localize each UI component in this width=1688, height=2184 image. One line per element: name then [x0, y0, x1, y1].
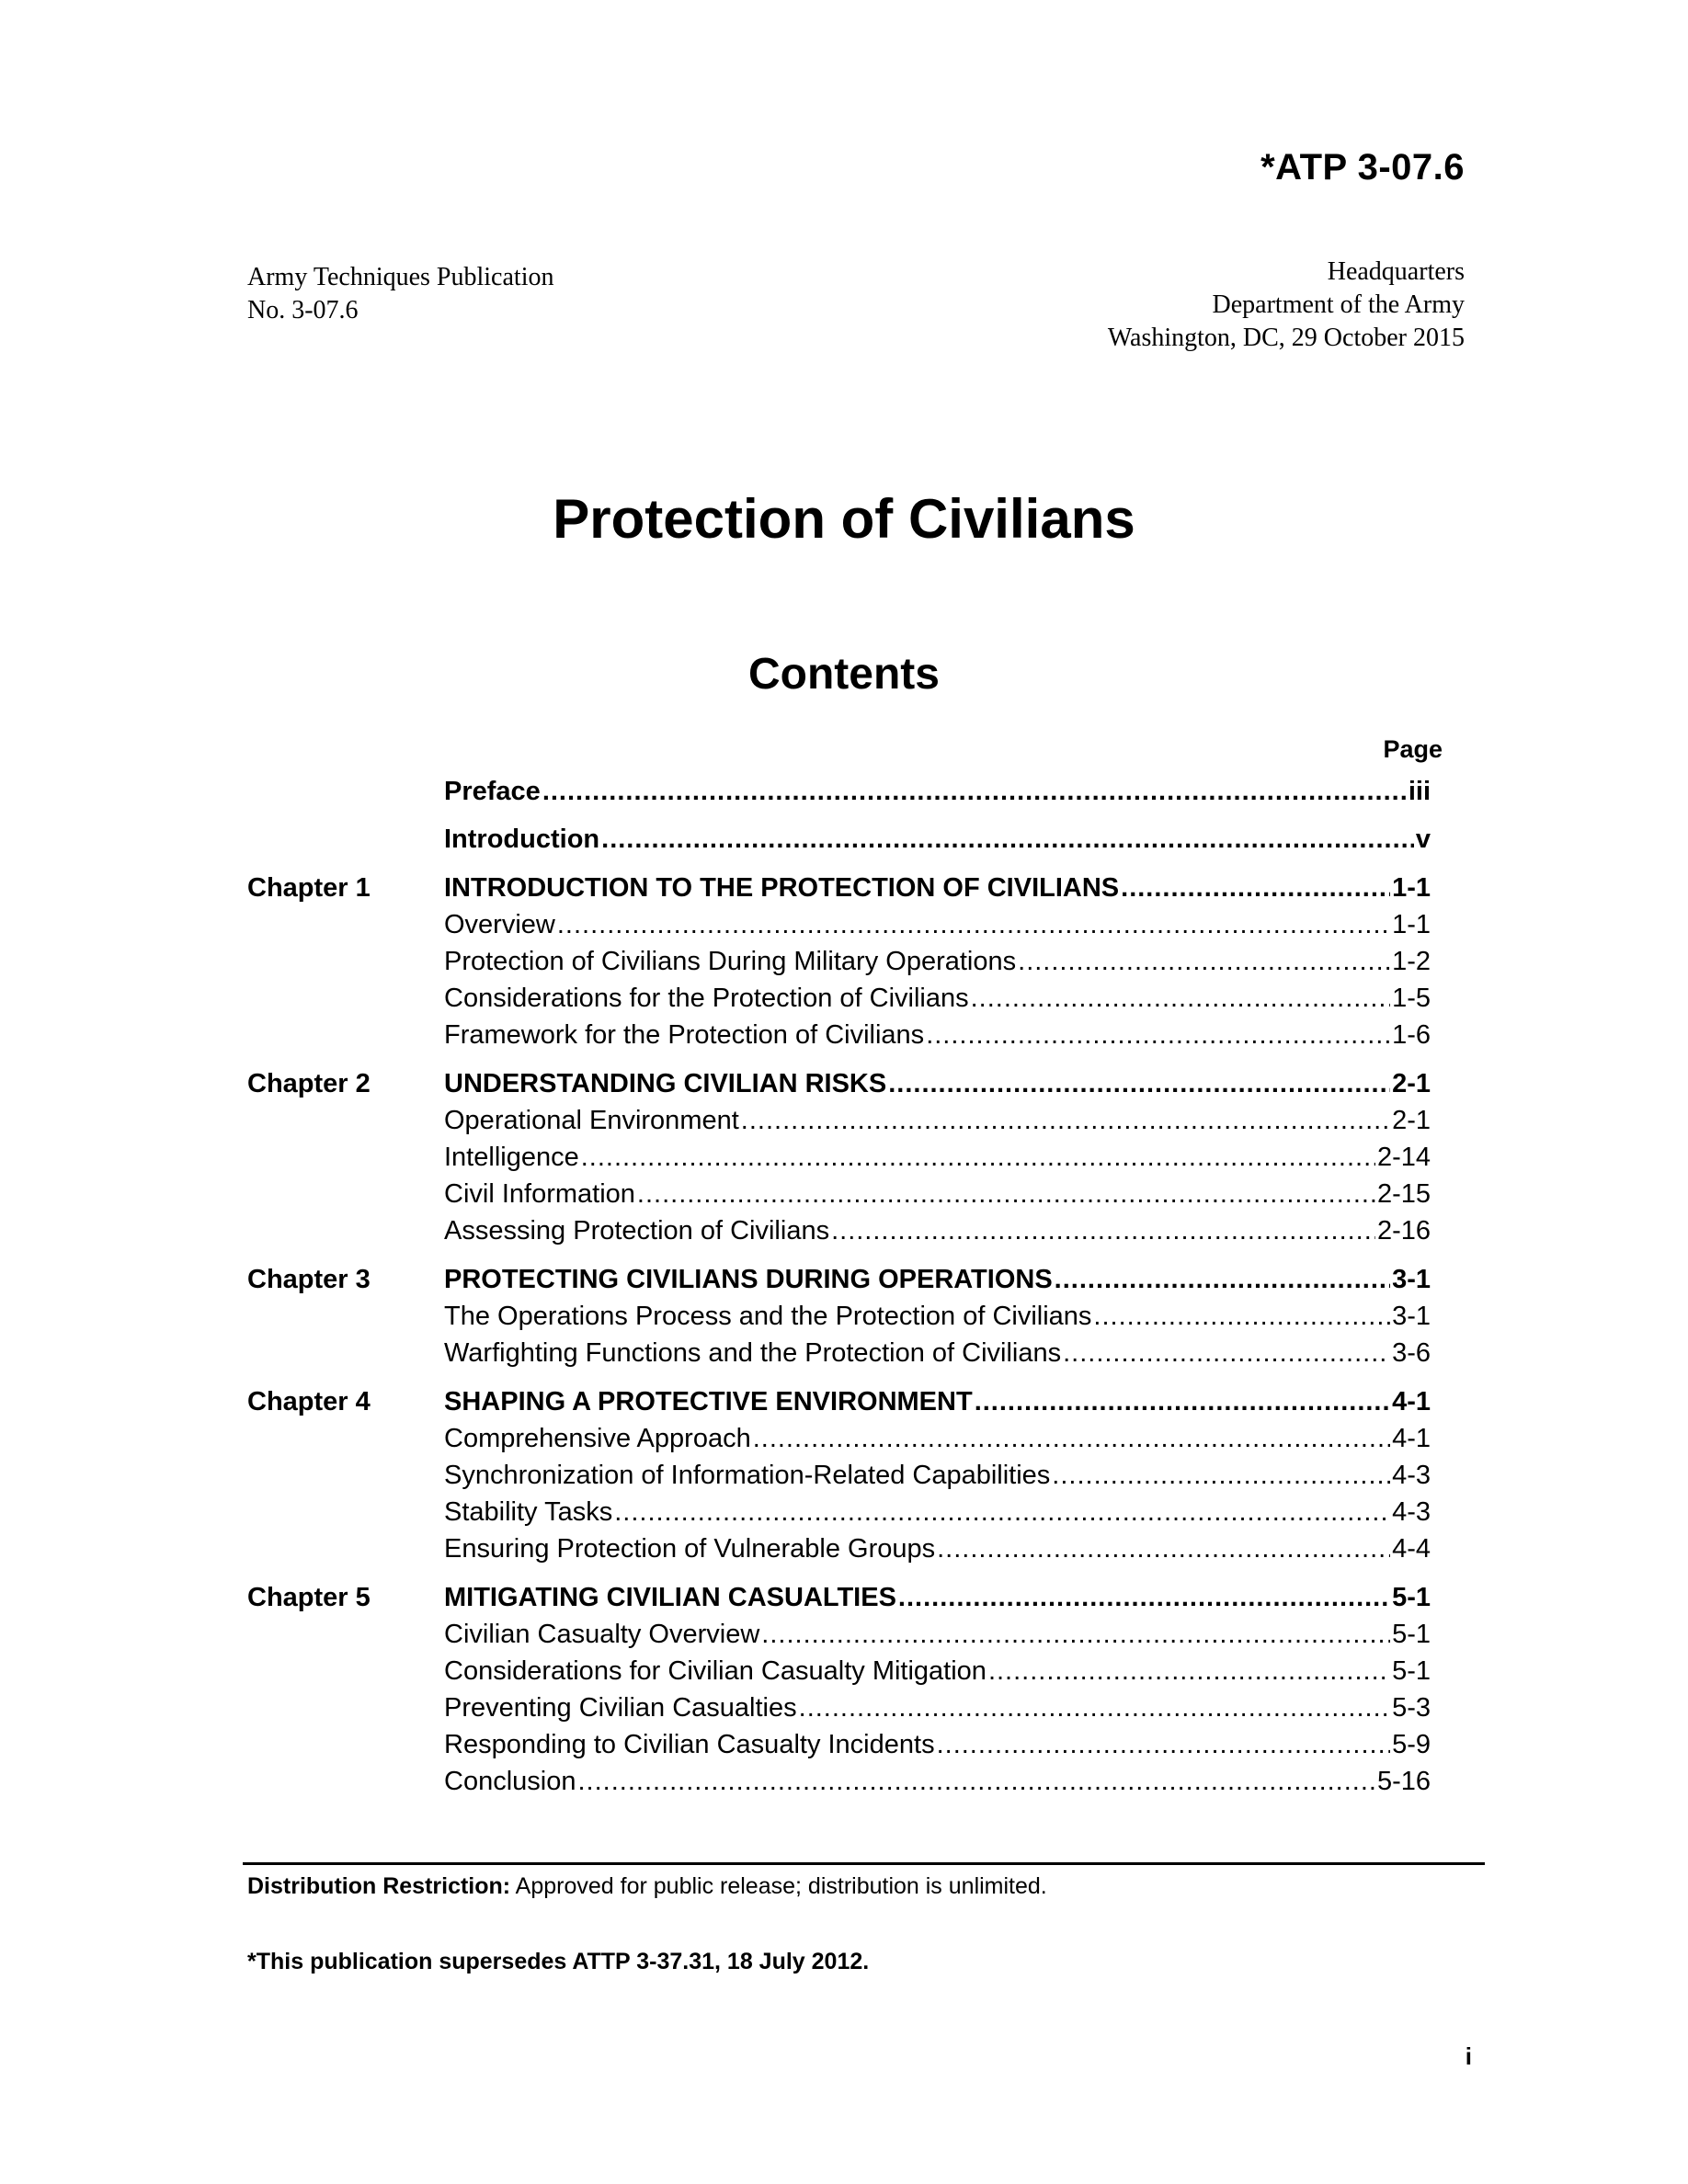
- toc-entry-title: Warfighting Functions and the Protection of Civilians: [444, 1338, 1062, 1368]
- toc-entry-page: iii: [1408, 777, 1431, 806]
- toc-entry-title: SHAPING A PROTECTIVE ENVIRONMENT: [444, 1387, 973, 1416]
- toc-entry-preface[interactable]: [444, 775, 1431, 808]
- toc-entry-title: Preventing Civilian Casualties: [444, 1693, 797, 1723]
- page-number: i: [1465, 2042, 1472, 2070]
- toc-entry-title: Ensuring Protection of Vulnerable Groups: [444, 1534, 936, 1564]
- toc-section[interactable]: [444, 1532, 1431, 1565]
- toc-section[interactable]: [444, 1018, 1431, 1052]
- toc-section[interactable]: [444, 1104, 1431, 1137]
- chapter-label: Chapter 1: [247, 873, 371, 903]
- toc-entry-page: v: [1415, 825, 1431, 854]
- toc-chapter-1[interactable]: [444, 871, 1431, 904]
- toc-entry-page: 1-1: [1392, 910, 1431, 939]
- toc-section[interactable]: [444, 908, 1431, 941]
- dot-leader: [988, 1655, 1390, 1688]
- toc-section[interactable]: [444, 1177, 1431, 1211]
- toc-section[interactable]: [444, 1337, 1431, 1370]
- toc-section[interactable]: [444, 945, 1431, 978]
- toc-entry-page: 5-1: [1392, 1583, 1431, 1612]
- toc-entry-title: Comprehensive Approach: [444, 1424, 751, 1453]
- dot-leader: [601, 823, 1414, 856]
- toc-entry-title: Civil Information: [444, 1179, 635, 1209]
- toc-entry-title: Responding to Civilian Casualty Incidents: [444, 1730, 935, 1759]
- dot-leader: [888, 1067, 1390, 1100]
- toc-entry-page: 3-1: [1392, 1265, 1431, 1294]
- toc-section[interactable]: [444, 1214, 1431, 1247]
- toc-entry-title: Synchronization of Information-Related Capabilities: [444, 1461, 1051, 1490]
- department-line: Department of the Army: [1212, 290, 1465, 319]
- toc-section[interactable]: [444, 1691, 1431, 1724]
- toc-chapter-3[interactable]: [444, 1263, 1431, 1296]
- toc-entry-page: 4-3: [1392, 1497, 1431, 1527]
- toc-entry-title: Protection of Civilians During Military Operations: [444, 947, 1017, 976]
- toc-entry-page: 1-1: [1392, 873, 1431, 903]
- toc-entry-title: Framework for the Protection of Civilians: [444, 1020, 925, 1050]
- toc-chapter-2[interactable]: [444, 1067, 1431, 1100]
- document-title: Protection of Civilians: [553, 488, 1135, 550]
- dot-leader: [937, 1532, 1390, 1565]
- toc-entry-page: 2-16: [1376, 1216, 1431, 1246]
- headquarters-line: Headquarters: [1327, 257, 1465, 286]
- issuing-authority: [1108, 256, 1465, 355]
- toc-entry-page: 5-3: [1392, 1693, 1431, 1723]
- dot-leader: [614, 1496, 1390, 1529]
- toc-entry-title: INTRODUCTION TO THE PROTECTION OF CIVILIANS: [444, 873, 1120, 903]
- toc-chapter-5[interactable]: [444, 1581, 1431, 1614]
- toc-entry-title: The Operations Process and the Protection of Civilians: [444, 1302, 1092, 1331]
- toc-section[interactable]: [444, 1459, 1431, 1492]
- toc-section[interactable]: [444, 1300, 1431, 1333]
- toc-entry-page: 2-14: [1376, 1143, 1431, 1172]
- chapter-label: Chapter 4: [247, 1387, 371, 1416]
- toc-entry-page: 4-3: [1392, 1461, 1431, 1490]
- dot-leader: [637, 1177, 1375, 1211]
- toc-entry-title: Operational Environment: [444, 1106, 739, 1135]
- distribution-label: Distribution Restriction:: [247, 1873, 511, 1899]
- chapter-label: Chapter 3: [247, 1265, 371, 1294]
- dot-leader: [799, 1691, 1390, 1724]
- toc-entry-page: 5-1: [1392, 1620, 1431, 1649]
- toc-entry-page: 3-6: [1392, 1338, 1431, 1368]
- publication-number: No. 3-07.6: [247, 296, 359, 324]
- dot-leader: [926, 1018, 1390, 1052]
- toc-entry-title: Introduction: [444, 825, 600, 854]
- toc-section[interactable]: [444, 1618, 1431, 1651]
- publication-type: Army Techniques Publication: [247, 263, 554, 291]
- distribution-restriction: [247, 1871, 1047, 1901]
- toc-section[interactable]: [444, 1141, 1431, 1174]
- toc-entry-introduction[interactable]: [444, 823, 1431, 856]
- toc-entry-title: MITIGATING CIVILIAN CASUALTIES: [444, 1583, 896, 1612]
- toc-entry-page: 4-4: [1392, 1534, 1431, 1564]
- toc-section[interactable]: [444, 1765, 1431, 1798]
- dot-leader: [753, 1422, 1390, 1455]
- dot-leader: [557, 908, 1390, 941]
- toc-chapter-4[interactable]: [444, 1385, 1431, 1418]
- toc-section[interactable]: [444, 1655, 1431, 1688]
- dot-leader: [741, 1104, 1390, 1137]
- dot-leader: [1063, 1337, 1390, 1370]
- toc-entry-page: 2-1: [1392, 1069, 1431, 1098]
- contents-heading: Contents: [748, 650, 940, 699]
- toc-entry-title: Stability Tasks: [444, 1497, 613, 1527]
- dot-leader: [1018, 945, 1390, 978]
- toc-entry-page: 4-1: [1392, 1424, 1431, 1453]
- toc-entry-page: 2-15: [1376, 1179, 1431, 1209]
- toc-entry-page: 5-9: [1392, 1730, 1431, 1759]
- toc-entry-title: Intelligence: [444, 1143, 579, 1172]
- dot-leader: [971, 982, 1390, 1015]
- divider-rule: [243, 1862, 1485, 1865]
- toc-entry-page: 3-1: [1392, 1302, 1431, 1331]
- place-date-line: Washington, DC, 29 October 2015: [1107, 324, 1465, 352]
- dot-leader: [975, 1385, 1390, 1418]
- toc-entry-page: 5-1: [1392, 1656, 1431, 1686]
- dot-leader: [1093, 1300, 1390, 1333]
- dot-leader: [1121, 871, 1390, 904]
- dot-leader: [1052, 1459, 1390, 1492]
- toc-entry-title: UNDERSTANDING CIVILIAN RISKS: [444, 1069, 887, 1098]
- toc-entry-title: Assessing Protection of Civilians: [444, 1216, 830, 1246]
- toc-entry-page: 5-16: [1376, 1767, 1431, 1796]
- toc-entry-page: 1-5: [1392, 984, 1431, 1013]
- toc-entry-page: 1-6: [1392, 1020, 1431, 1050]
- toc-entry-title: Civilian Casualty Overview: [444, 1620, 760, 1649]
- dot-leader: [831, 1214, 1375, 1247]
- toc-entry-title: PROTECTING CIVILIANS DURING OPERATIONS: [444, 1265, 1053, 1294]
- dot-leader: [577, 1765, 1374, 1798]
- toc-entry-title: Considerations for the Protection of Civilians: [444, 984, 969, 1013]
- toc-entry-page: 2-1: [1392, 1106, 1431, 1135]
- toc-section[interactable]: [444, 1728, 1431, 1761]
- toc-entry-page: 4-1: [1392, 1387, 1431, 1416]
- dot-leader: [761, 1618, 1390, 1651]
- toc-entry-title: Preface: [444, 777, 541, 806]
- distribution-text: Approved for public release; distribution is unlimited.: [510, 1873, 1047, 1899]
- publication-designation: [247, 261, 553, 327]
- dot-leader: [542, 775, 1407, 808]
- dot-leader: [1055, 1263, 1390, 1296]
- toc-entry-title: Considerations for Civilian Casualty Mitigation: [444, 1656, 987, 1686]
- chapter-label: Chapter 5: [247, 1583, 371, 1612]
- publication-id: *ATP 3-07.6: [1260, 147, 1465, 188]
- toc-section[interactable]: [444, 982, 1431, 1015]
- toc-entry-page: 1-2: [1392, 947, 1431, 976]
- toc-section[interactable]: [444, 1422, 1431, 1455]
- toc-entry-title: Overview: [444, 910, 555, 939]
- toc-section[interactable]: [444, 1496, 1431, 1529]
- dot-leader: [581, 1141, 1375, 1174]
- toc-entry-title: Conclusion: [444, 1767, 576, 1796]
- supersedes-note: *This publication supersedes ATTP 3-37.31, 18 July 2012.: [247, 1949, 870, 1974]
- dot-leader: [937, 1728, 1391, 1761]
- dot-leader: [898, 1581, 1390, 1614]
- page-column-label: Page: [1383, 735, 1443, 763]
- chapter-label: Chapter 2: [247, 1069, 371, 1098]
